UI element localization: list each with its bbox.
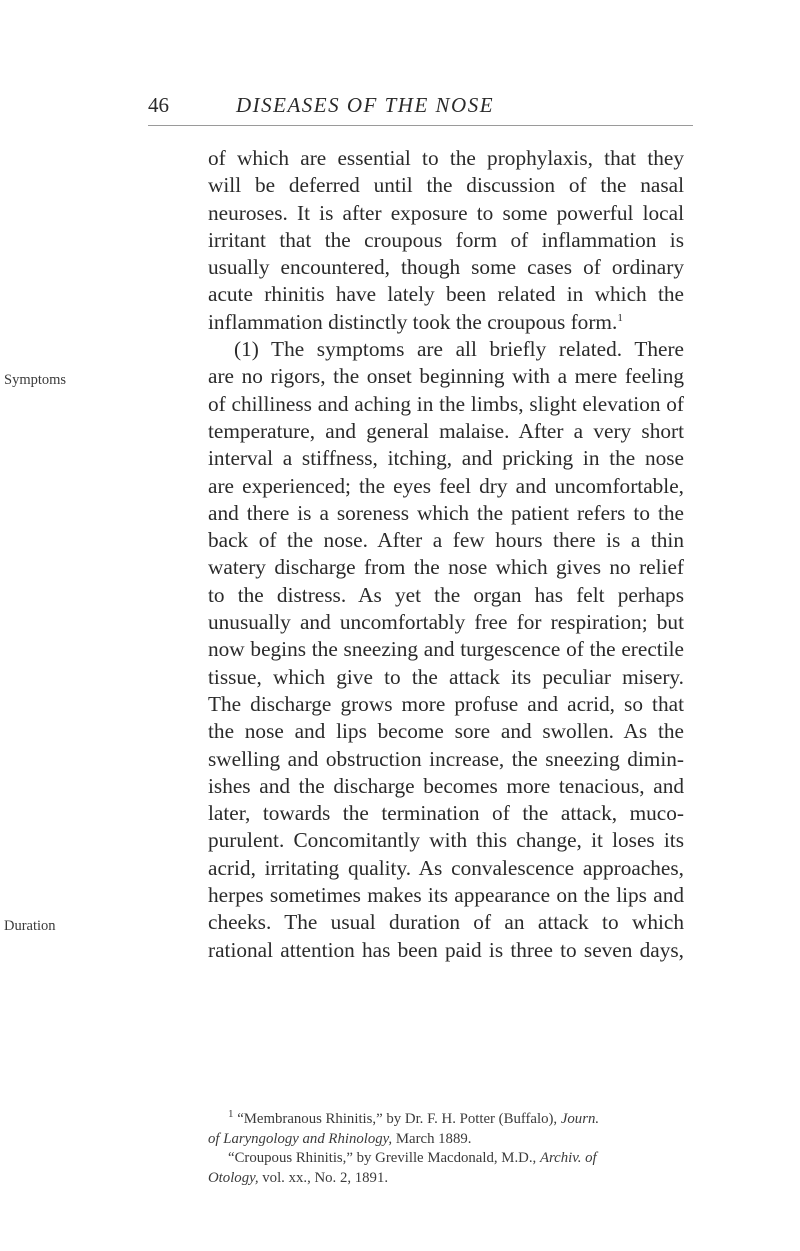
text-line: herpes sometimes makes its appearance on the lips and bbox=[208, 883, 684, 908]
text-line: (1) The symptoms are all briefly related. There bbox=[234, 337, 684, 362]
footnote-text: vol. xx., No. 2, 1891. bbox=[262, 1169, 389, 1186]
text-line: rational attention has been paid is three to seven days, bbox=[208, 937, 684, 962]
header-rule bbox=[148, 125, 693, 126]
text-line: will be deferred until the discussion of the nasal bbox=[208, 173, 684, 198]
text-line: acrid, irritating quality. As convalescence approaches, bbox=[208, 855, 684, 880]
margin-note-duration: Duration bbox=[4, 918, 56, 934]
footnotes bbox=[208, 1110, 684, 1188]
text-line: of which are essential to the prophylaxis, that they bbox=[208, 146, 684, 170]
footnote-journal: Archiv. of bbox=[539, 1150, 597, 1166]
text-line: unusually and uncomfortably free for respiration; but bbox=[208, 610, 684, 635]
text-line: back of the nose. After a few hours there is a thin bbox=[208, 528, 684, 553]
page-header bbox=[0, 88, 800, 122]
text-line: of chilliness and aching in the limbs, slight elevation of bbox=[208, 391, 684, 416]
text-line: temperature, and general malaise. After a very short bbox=[208, 418, 684, 443]
text-line: watery discharge from the nose which gives no relief bbox=[208, 555, 684, 580]
footnote-line bbox=[208, 1149, 684, 1169]
footnote-journal: Journ. bbox=[560, 1111, 600, 1127]
footnote-reference: 1 bbox=[617, 311, 623, 324]
footnote-journal: of Laryngology and Rhinology, bbox=[208, 1130, 393, 1147]
margin-note-symptoms: Symptoms bbox=[4, 372, 67, 388]
text-line: inflammation distinctly took the croupous form. bbox=[208, 309, 618, 334]
footnote-journal: Otology, bbox=[208, 1169, 259, 1186]
footnote-text: “Membranous Rhinitis,” by Dr. F. H. Potter (Buffalo), bbox=[237, 1111, 558, 1127]
running-title: DISEASES OF THE NOSE bbox=[235, 93, 495, 117]
text-line: later, towards the termination of the attack, muco- bbox=[208, 801, 684, 826]
text-line: interval a stiffness, itching, and pricking in the nose bbox=[208, 446, 684, 471]
text-line: ishes and the discharge becomes more tenacious, and bbox=[208, 773, 684, 798]
footnote-line bbox=[208, 1130, 684, 1150]
text-line: irritant that the croupous form of inflammation is bbox=[208, 227, 684, 252]
text-line: the nose and lips become sore and swollen. As the bbox=[208, 719, 684, 744]
text-line: cheeks. The usual duration of an attack to which bbox=[208, 910, 684, 935]
footnote-text: “Croupous Rhinitis,” by Greville Macdonald, M.D., bbox=[228, 1150, 537, 1166]
text-line: usually encountered, though some cases of ordinary bbox=[208, 255, 684, 280]
body-text bbox=[208, 145, 684, 964]
text-line: neuroses. It is after exposure to some powerful local bbox=[208, 200, 684, 225]
footnote-text: March 1889. bbox=[395, 1130, 472, 1147]
text-line: to the distress. As yet the organ has felt perhaps bbox=[208, 582, 684, 607]
text-line: are no rigors, the onset beginning with a mere feeling bbox=[208, 364, 684, 389]
footnote-line bbox=[208, 1169, 684, 1189]
footnote-marker: 1 bbox=[228, 1108, 234, 1121]
page-number: 46 bbox=[148, 93, 169, 117]
text-line: swelling and obstruction increase, the sneezing dimin- bbox=[208, 746, 684, 771]
text-line: tissue, which give to the attack its peculiar misery. bbox=[208, 664, 684, 689]
text-line: are experienced; the eyes feel dry and uncomfortable, bbox=[208, 473, 684, 498]
text-line: now begins the sneezing and turgescence of the erectile bbox=[208, 637, 684, 662]
text-line: and there is a soreness which the patient refers to the bbox=[208, 500, 684, 525]
footnote-line bbox=[208, 1110, 684, 1130]
text-line: acute rhinitis have lately been related in which the bbox=[208, 282, 684, 307]
text-line: The discharge grows more profuse and acrid, so that bbox=[208, 691, 684, 716]
text-line: purulent. Concomitantly with this change, it loses its bbox=[208, 828, 684, 853]
text-line-with-footnote-ref bbox=[208, 309, 684, 336]
